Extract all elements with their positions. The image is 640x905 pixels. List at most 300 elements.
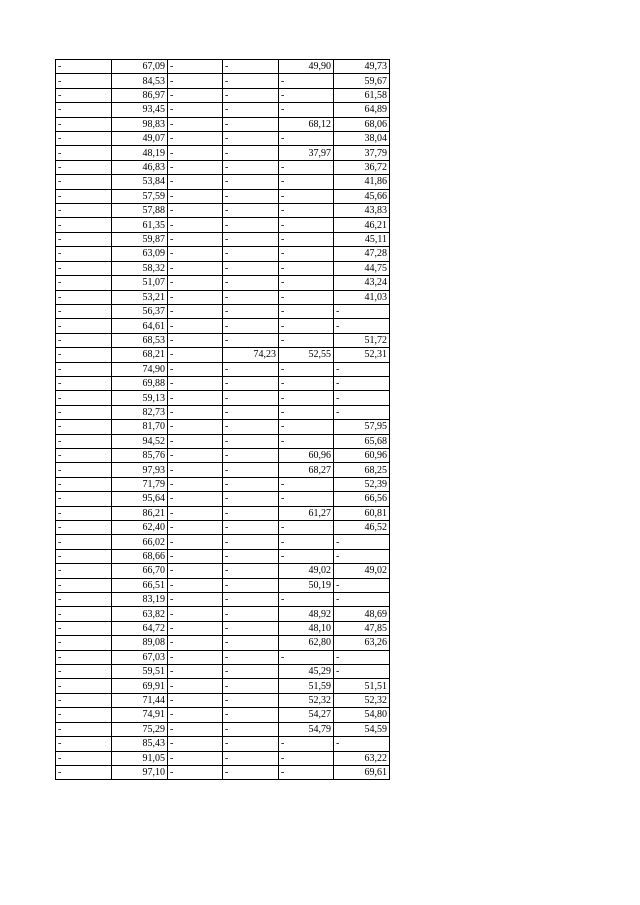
table-row (56, 492, 390, 506)
table-cell: 68,53 (112, 333, 168, 347)
table-cell: 52,32 (279, 693, 334, 707)
table-cell: 68,21 (112, 348, 168, 362)
table-row (56, 405, 390, 419)
table-cell: 69,88 (112, 376, 168, 390)
table-cell: - (223, 722, 279, 736)
table-row (56, 693, 390, 707)
table-cell: - (279, 751, 334, 765)
table-cell: - (279, 276, 334, 290)
table-cell: 89,08 (112, 636, 168, 650)
table-cell: 63,82 (112, 607, 168, 621)
table-cell: - (223, 88, 279, 102)
table-cell: - (223, 492, 279, 506)
table-cell: - (56, 737, 112, 751)
table-cell: 75,29 (112, 722, 168, 736)
table-cell: - (279, 304, 334, 318)
table-cell: 48,92 (279, 607, 334, 621)
table-cell: - (279, 765, 334, 779)
table-cell: - (168, 434, 223, 448)
table-cell: - (56, 376, 112, 390)
table-cell: - (279, 549, 334, 563)
table-cell: 68,27 (279, 463, 334, 477)
table-cell: 45,11 (334, 232, 390, 246)
table-cell: - (168, 665, 223, 679)
table-cell: - (334, 391, 390, 405)
table-cell: - (279, 319, 334, 333)
table-cell: 44,75 (334, 261, 390, 275)
table-cell: - (168, 391, 223, 405)
table-cell: - (168, 477, 223, 491)
table-row (56, 60, 390, 74)
table-cell: - (168, 737, 223, 751)
table-cell: - (56, 160, 112, 174)
table-cell: - (223, 319, 279, 333)
table-cell: - (334, 737, 390, 751)
table-row (56, 204, 390, 218)
table-cell: 69,91 (112, 679, 168, 693)
table-cell: 64,61 (112, 319, 168, 333)
table-row (56, 103, 390, 117)
table-cell: 66,51 (112, 578, 168, 592)
table-cell: 57,59 (112, 189, 168, 203)
table-cell: - (223, 679, 279, 693)
table-cell: - (279, 204, 334, 218)
table-cell: - (168, 765, 223, 779)
table-row (56, 391, 390, 405)
table-row (56, 189, 390, 203)
table-cell: - (56, 405, 112, 419)
table-cell: 86,97 (112, 88, 168, 102)
table-cell: - (56, 88, 112, 102)
table-cell: - (56, 506, 112, 520)
table-row (56, 636, 390, 650)
table-row (56, 448, 390, 462)
table-cell: - (223, 737, 279, 751)
table-cell: - (56, 722, 112, 736)
table-cell: - (168, 593, 223, 607)
table-cell: - (223, 751, 279, 765)
table-body (56, 60, 390, 780)
table-cell: - (56, 348, 112, 362)
table-cell: - (168, 679, 223, 693)
table-cell: - (334, 665, 390, 679)
table-cell: - (223, 60, 279, 74)
table-cell: - (334, 304, 390, 318)
table-cell: 54,27 (279, 708, 334, 722)
table-cell: 62,80 (279, 636, 334, 650)
table-row (56, 463, 390, 477)
table-cell: - (168, 333, 223, 347)
table-row (56, 290, 390, 304)
table-cell: - (56, 693, 112, 707)
table-cell: 46,52 (334, 521, 390, 535)
table-cell: - (279, 593, 334, 607)
table-cell: - (56, 333, 112, 347)
table-cell: 60,81 (334, 506, 390, 520)
table-cell: 95,64 (112, 492, 168, 506)
table-cell: - (168, 247, 223, 261)
table-cell: - (168, 751, 223, 765)
table-row (56, 117, 390, 131)
table-cell: 91,05 (112, 751, 168, 765)
table-cell: - (56, 549, 112, 563)
table-cell: - (168, 103, 223, 117)
table-cell: - (279, 232, 334, 246)
table-cell: - (223, 708, 279, 722)
table-cell: 43,24 (334, 276, 390, 290)
table-cell: - (223, 650, 279, 664)
table-cell: - (168, 290, 223, 304)
table-cell: - (168, 348, 223, 362)
table-cell: 50,19 (279, 578, 334, 592)
table-cell: - (223, 160, 279, 174)
table-cell: - (56, 146, 112, 160)
table-cell: 74,23 (223, 348, 279, 362)
table-cell: 68,25 (334, 463, 390, 477)
table-cell: - (223, 420, 279, 434)
table-cell: 43,83 (334, 204, 390, 218)
table-cell: - (223, 103, 279, 117)
table-cell: - (168, 88, 223, 102)
table-cell: - (279, 103, 334, 117)
table-cell: - (56, 448, 112, 462)
table-cell: - (223, 376, 279, 390)
table-cell: - (56, 319, 112, 333)
table-cell: - (279, 247, 334, 261)
table-cell: 56,37 (112, 304, 168, 318)
table-cell: 47,85 (334, 621, 390, 635)
table-cell: - (334, 376, 390, 390)
table-cell: - (279, 737, 334, 751)
table-cell: - (168, 74, 223, 88)
table-cell: 52,32 (334, 693, 390, 707)
table-cell: 60,96 (279, 448, 334, 462)
table-cell: - (223, 261, 279, 275)
table-cell: 48,19 (112, 146, 168, 160)
table-cell: - (223, 362, 279, 376)
table-cell: - (223, 117, 279, 131)
table-row (56, 477, 390, 491)
table-cell: - (168, 405, 223, 419)
table-cell: - (223, 693, 279, 707)
table-cell: - (279, 160, 334, 174)
table-cell: 63,09 (112, 247, 168, 261)
table-cell: - (223, 391, 279, 405)
table-cell: 61,27 (279, 506, 334, 520)
table-cell: - (168, 204, 223, 218)
table-cell: 46,21 (334, 218, 390, 232)
table-cell: - (56, 60, 112, 74)
table-cell: 66,02 (112, 535, 168, 549)
table-cell: - (223, 593, 279, 607)
table-cell: - (279, 218, 334, 232)
table-cell: - (223, 665, 279, 679)
table-cell: 49,07 (112, 132, 168, 146)
table-cell: - (279, 132, 334, 146)
table-cell: - (56, 751, 112, 765)
table-cell: - (279, 261, 334, 275)
table-cell: - (56, 607, 112, 621)
table-cell: - (168, 506, 223, 520)
table-row (56, 679, 390, 693)
table-cell: - (168, 160, 223, 174)
table-cell: - (56, 132, 112, 146)
table-cell: - (334, 578, 390, 592)
table-cell: - (334, 650, 390, 664)
table-cell: 81,70 (112, 420, 168, 434)
table-cell: - (279, 405, 334, 419)
table-cell: 65,68 (334, 434, 390, 448)
table-cell: - (334, 549, 390, 563)
table-cell: 63,26 (334, 636, 390, 650)
table-cell: 94,52 (112, 434, 168, 448)
table-cell: 82,73 (112, 405, 168, 419)
table-cell: - (168, 636, 223, 650)
table-cell: 59,13 (112, 391, 168, 405)
table-cell: 54,79 (279, 722, 334, 736)
table-cell: - (168, 175, 223, 189)
table-row (56, 146, 390, 160)
table-cell: 59,67 (334, 74, 390, 88)
table-row (56, 607, 390, 621)
table-cell: - (56, 477, 112, 491)
table-cell: - (56, 74, 112, 88)
table-row (56, 420, 390, 434)
table-cell: 68,66 (112, 549, 168, 563)
table-cell: - (56, 593, 112, 607)
table-cell: - (334, 405, 390, 419)
table-cell: - (56, 636, 112, 650)
table-cell: 67,09 (112, 60, 168, 74)
table-cell: 66,70 (112, 564, 168, 578)
table-cell: - (168, 132, 223, 146)
table-cell: - (279, 362, 334, 376)
table-row (56, 333, 390, 347)
table-cell: - (168, 146, 223, 160)
table-cell: - (168, 564, 223, 578)
table-cell: - (168, 117, 223, 131)
table-row (56, 74, 390, 88)
table-cell: - (334, 319, 390, 333)
table-cell: - (56, 232, 112, 246)
table-cell: - (168, 693, 223, 707)
table-cell: 36,72 (334, 160, 390, 174)
table-cell: 61,58 (334, 88, 390, 102)
table-cell: - (223, 549, 279, 563)
table-cell: - (223, 304, 279, 318)
table-cell: 53,21 (112, 290, 168, 304)
table-cell: 57,95 (334, 420, 390, 434)
table-cell: - (168, 463, 223, 477)
table-cell: - (223, 477, 279, 491)
table-cell: 83,19 (112, 593, 168, 607)
table-cell: - (168, 376, 223, 390)
table-cell: - (168, 448, 223, 462)
table-cell: - (279, 175, 334, 189)
table-cell: - (168, 218, 223, 232)
table-cell: - (168, 304, 223, 318)
table-cell: - (279, 74, 334, 88)
table-cell: - (223, 175, 279, 189)
table-row (56, 751, 390, 765)
table-cell: - (168, 549, 223, 563)
table-cell: - (223, 290, 279, 304)
table-cell: - (56, 679, 112, 693)
table-cell: 52,39 (334, 477, 390, 491)
table-row (56, 218, 390, 232)
table-cell: - (223, 578, 279, 592)
table-cell: 49,90 (279, 60, 334, 74)
table-cell: - (56, 535, 112, 549)
table-row (56, 593, 390, 607)
table-cell: - (168, 722, 223, 736)
table-cell: - (56, 521, 112, 535)
table-cell: - (56, 304, 112, 318)
table-cell: - (56, 175, 112, 189)
table-row (56, 362, 390, 376)
table-cell: 49,02 (279, 564, 334, 578)
table-cell: - (279, 477, 334, 491)
table-cell: 45,29 (279, 665, 334, 679)
table-cell: 57,88 (112, 204, 168, 218)
table-row (56, 376, 390, 390)
table-row (56, 535, 390, 549)
table-cell: - (56, 621, 112, 635)
table-row (56, 175, 390, 189)
table-cell: - (279, 376, 334, 390)
table-cell: - (168, 578, 223, 592)
table-cell: 48,69 (334, 607, 390, 621)
table-cell: - (279, 650, 334, 664)
table-cell: - (56, 665, 112, 679)
table-cell: 98,83 (112, 117, 168, 131)
table-cell: - (223, 232, 279, 246)
table-cell: 61,35 (112, 218, 168, 232)
table-cell: 59,87 (112, 232, 168, 246)
table-cell: - (279, 333, 334, 347)
table-row (56, 247, 390, 261)
table-cell: 97,10 (112, 765, 168, 779)
table-cell: - (168, 650, 223, 664)
table-cell: - (56, 247, 112, 261)
table-cell: - (334, 535, 390, 549)
table-cell: 69,61 (334, 765, 390, 779)
table-cell: 47,28 (334, 247, 390, 261)
table-cell: - (279, 420, 334, 434)
table-cell: - (223, 405, 279, 419)
table-row (56, 319, 390, 333)
table-cell: - (56, 463, 112, 477)
table-cell: 38,04 (334, 132, 390, 146)
table-cell: - (168, 621, 223, 635)
table-cell: - (223, 276, 279, 290)
table-cell: - (223, 189, 279, 203)
table-cell: - (168, 319, 223, 333)
table-cell: - (168, 276, 223, 290)
table-cell: - (168, 607, 223, 621)
table-row (56, 708, 390, 722)
table-cell: 53,84 (112, 175, 168, 189)
table-cell: - (56, 117, 112, 131)
table-cell: 60,96 (334, 448, 390, 462)
table-cell: 51,72 (334, 333, 390, 347)
table-cell: - (223, 132, 279, 146)
table-cell: 48,10 (279, 621, 334, 635)
table-cell: 71,79 (112, 477, 168, 491)
table-row (56, 521, 390, 535)
table-cell: 66,56 (334, 492, 390, 506)
table-cell: - (56, 391, 112, 405)
table-row (56, 737, 390, 751)
table-row (56, 665, 390, 679)
table-cell: - (279, 535, 334, 549)
table-cell: 63,22 (334, 751, 390, 765)
table-cell: - (168, 189, 223, 203)
table-row (56, 261, 390, 275)
table-cell: 41,86 (334, 175, 390, 189)
table-row (56, 434, 390, 448)
table-cell: - (279, 88, 334, 102)
table-cell: - (223, 333, 279, 347)
table-cell: - (56, 276, 112, 290)
table-cell: - (223, 434, 279, 448)
table-cell: 86,21 (112, 506, 168, 520)
table-cell: - (334, 593, 390, 607)
table-cell: 52,55 (279, 348, 334, 362)
table-cell: - (223, 506, 279, 520)
table-cell: - (168, 232, 223, 246)
table-cell: - (56, 103, 112, 117)
table-cell: 93,45 (112, 103, 168, 117)
table-cell: 71,44 (112, 693, 168, 707)
table-cell: 54,59 (334, 722, 390, 736)
table-row (56, 88, 390, 102)
table-row (56, 276, 390, 290)
table-cell: 97,93 (112, 463, 168, 477)
table-row (56, 564, 390, 578)
table-cell: - (56, 261, 112, 275)
table-cell: 74,90 (112, 362, 168, 376)
table-cell: - (223, 204, 279, 218)
table-cell: - (168, 420, 223, 434)
table-cell: - (56, 189, 112, 203)
table-row (56, 722, 390, 736)
table-cell: - (279, 492, 334, 506)
table-cell: 67,03 (112, 650, 168, 664)
table-cell: - (223, 448, 279, 462)
table-cell: - (279, 434, 334, 448)
table-cell: - (56, 708, 112, 722)
table-cell: 51,59 (279, 679, 334, 693)
table-cell: - (223, 218, 279, 232)
table-cell: - (223, 521, 279, 535)
table-cell: 46,83 (112, 160, 168, 174)
table-row (56, 621, 390, 635)
table-cell: - (334, 362, 390, 376)
table-cell: - (56, 218, 112, 232)
table-cell: 51,51 (334, 679, 390, 693)
table-row (56, 650, 390, 664)
table-cell: - (223, 74, 279, 88)
table-cell: - (56, 434, 112, 448)
data-table (55, 59, 390, 780)
table-cell: - (168, 521, 223, 535)
table-cell: - (56, 650, 112, 664)
table-cell: 37,97 (279, 146, 334, 160)
table-cell: 49,73 (334, 60, 390, 74)
table-cell: - (279, 521, 334, 535)
table-row (56, 348, 390, 362)
